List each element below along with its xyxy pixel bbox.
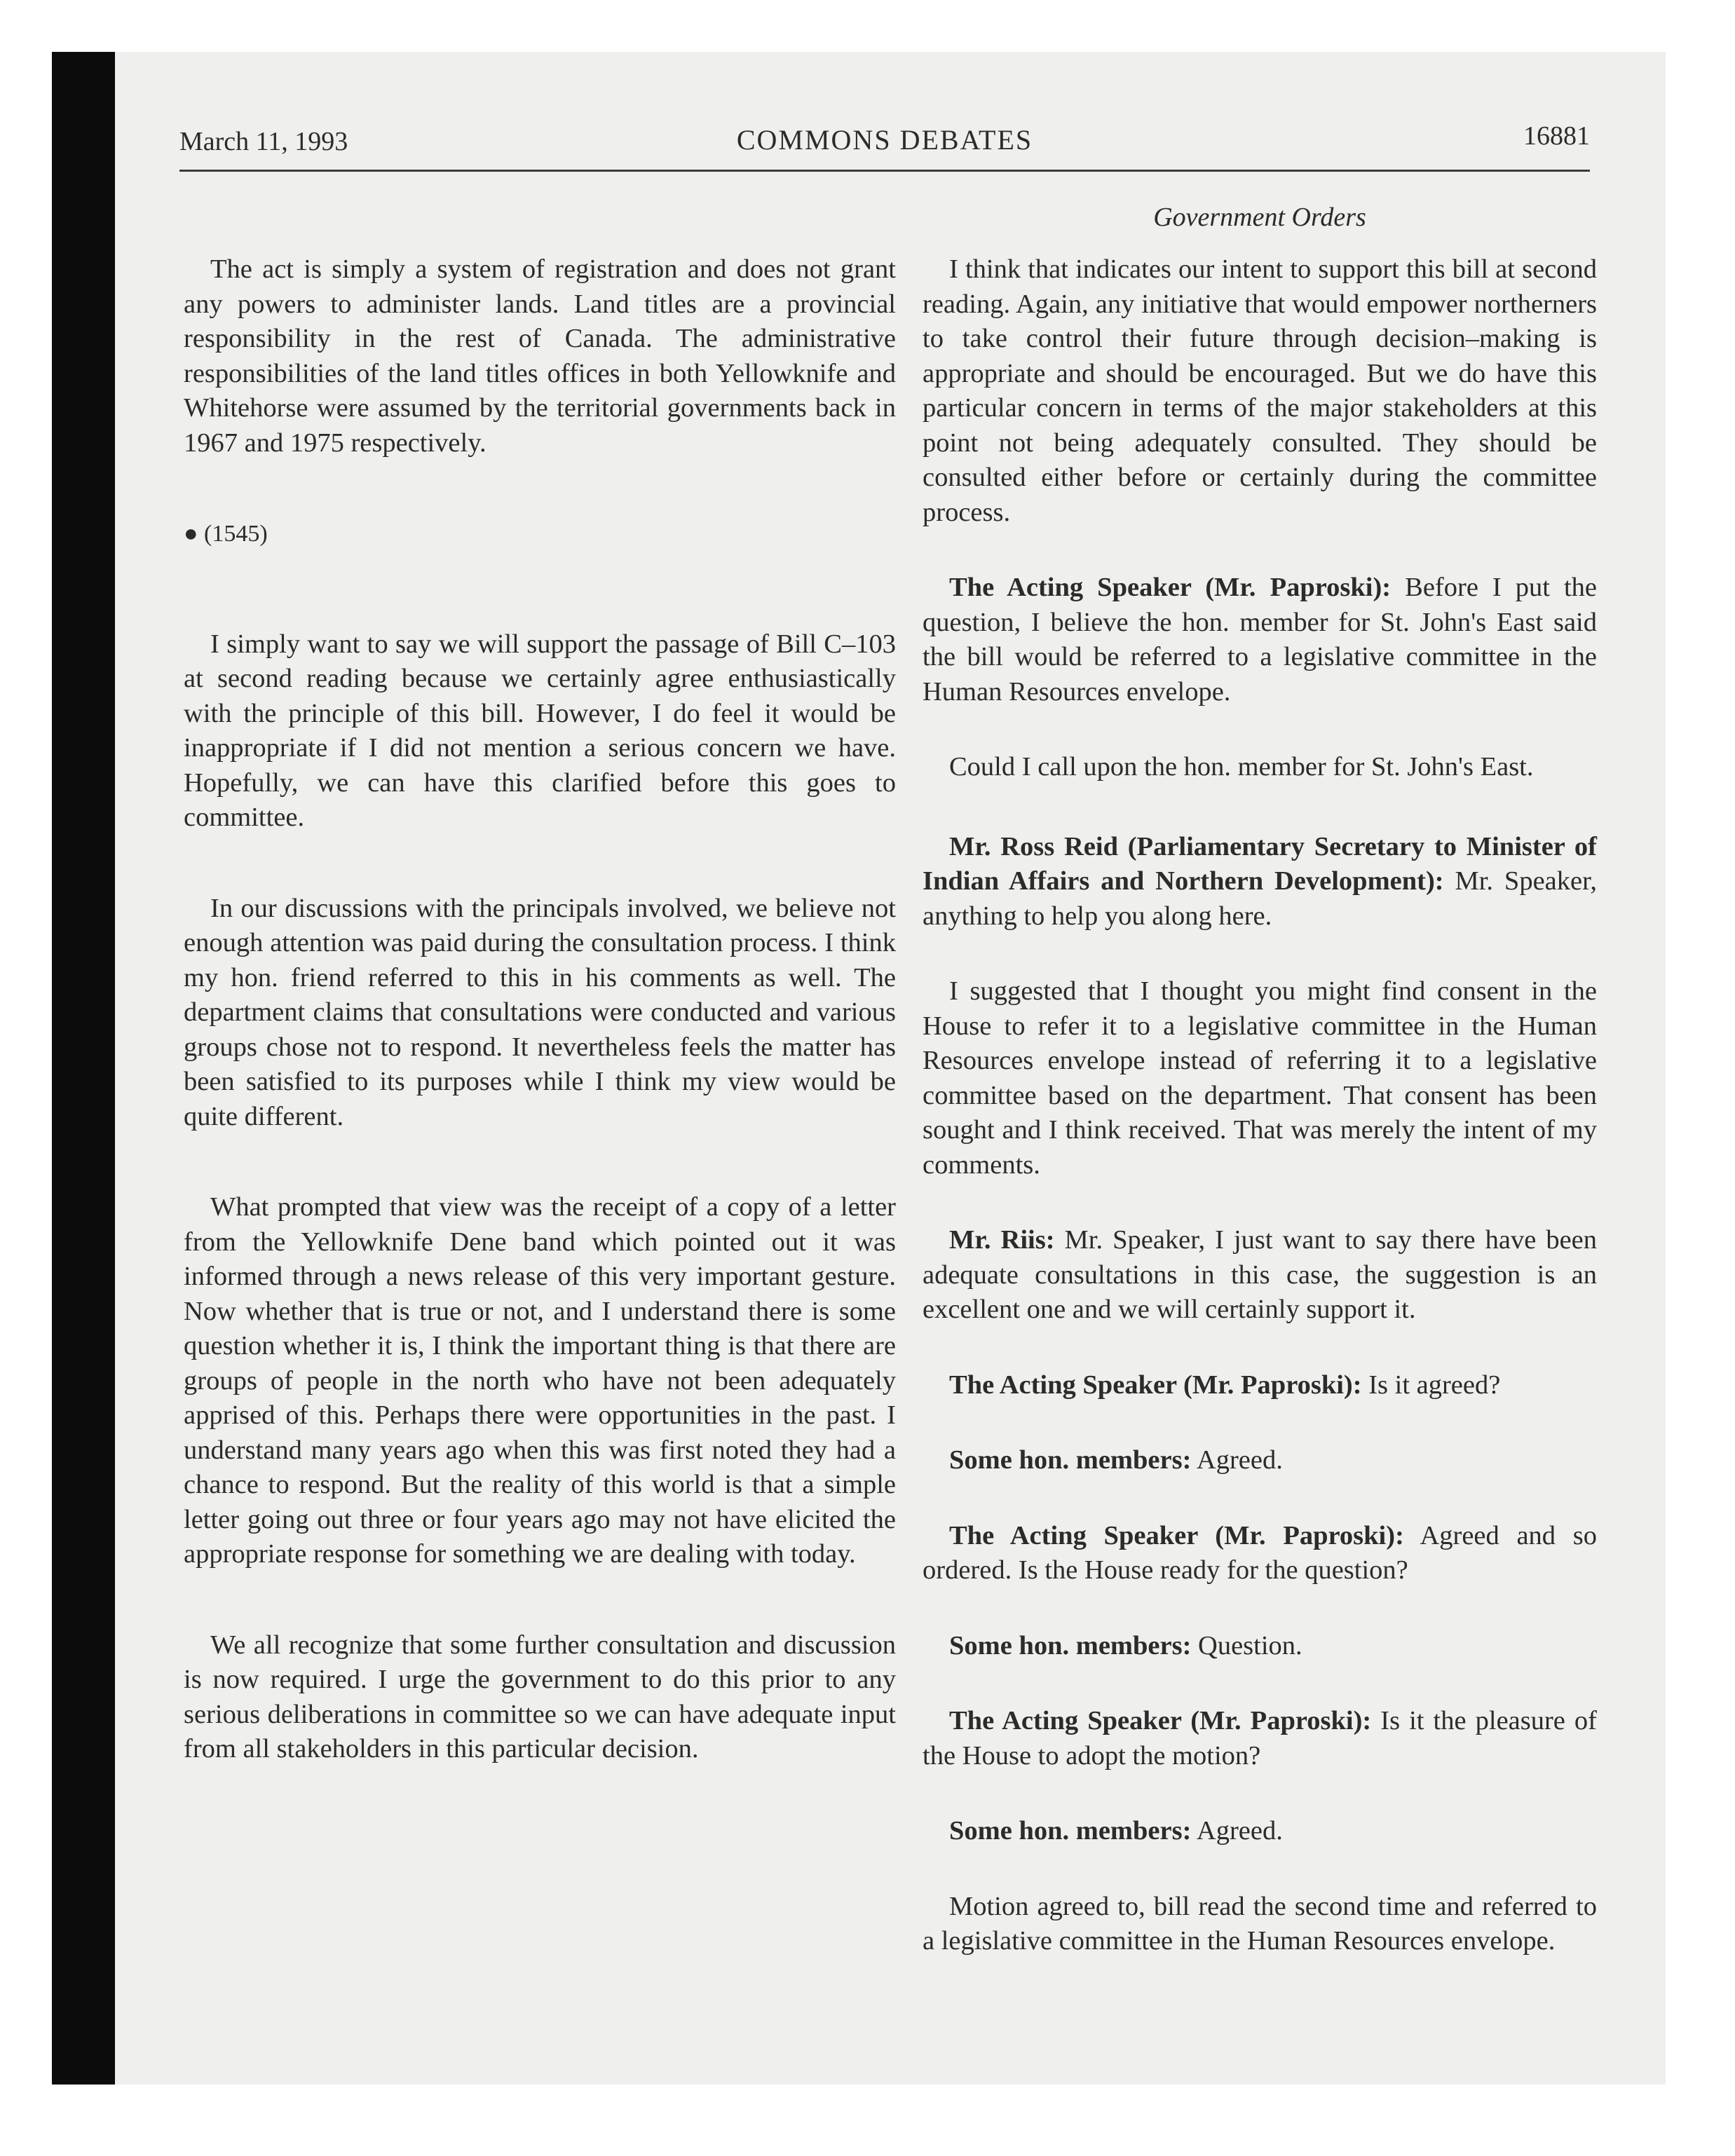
paragraph: I simply want to say we will support the passage of Bill C–103 at second reading because we certainly agree enthusiastically with the principle of this bill. However, I do feel it would be inappropriate if I did not mention a serious concern we have. Hopefully, we can have this clarified before this goes to committee. [184, 629, 896, 832]
speech-text: Agreed. [1191, 1816, 1283, 1845]
header-date: March 11, 1993 [179, 127, 348, 156]
speech [923, 1223, 1597, 1328]
speaker-name: Some hon. members: [949, 1445, 1192, 1475]
paragraph: Could I call upon the hon. member for St. John's East. [949, 752, 1534, 782]
page-number: 16881 [1523, 121, 1590, 151]
speech-text: Agreed and so ordered. Is the House ready for the question? [923, 1520, 1597, 1585]
speech-text: Is it the pleasure of the House to adopt the motion? [923, 1706, 1597, 1770]
paragraph: In our discussions with the principals involved, we believe not enough attention was paid during the consultation process. I think my hon. friend referred to this in his comments as well. The department claims that consultations were conducted and various groups chose not to respond. It nevertheless feels the matter has been satisfied to its purposes while I think my view would be quite different. [184, 893, 896, 1131]
speech [923, 1629, 1597, 1664]
speech [923, 830, 1597, 934]
page-header [179, 121, 1590, 170]
running-head: Government Orders [1153, 203, 1366, 232]
speaker-name: Some hon. members: [949, 1816, 1192, 1845]
speech [923, 571, 1597, 709]
speaker-name: Mr. Riis: [949, 1225, 1055, 1255]
right-column [923, 252, 1597, 2000]
left-column [184, 252, 896, 1808]
speech-text: Mr. Speaker, I just want to say there have been adequate consultations in this case, the suggestion is an excellent one and we will certainly support it. [923, 1225, 1597, 1324]
speech-text: Question. [1191, 1630, 1302, 1660]
speech [923, 1368, 1597, 1403]
speaker-name: The Acting Speaker (Mr. Paproski): [949, 1520, 1404, 1550]
paragraph: I think that indicates our intent to support this bill at second reading. Again, any initiative that would empower northerners to take control their future through decision–making is appropriate and should be encouraged. But we do have this particular concern in terms of the major stakeholders at this point not being adequately consulted. They should be consulted either before or certainly during the committee process. [923, 254, 1597, 527]
speaker-name: Some hon. members: [949, 1630, 1192, 1660]
paragraph: I suggested that I thought you might find consent in the House to refer it to a legislative committee in the Human Resources envelope instead of referring it to a legislative committee based on the department. That consent has been sought and I think received. That was merely the intent of my comments. [923, 976, 1597, 1180]
speaker-name: The Acting Speaker (Mr. Paproski): [949, 1706, 1372, 1735]
speech-text: Is it agreed? [1361, 1370, 1501, 1400]
header-rule [179, 170, 1590, 172]
speaker-name: The Acting Speaker (Mr. Paproski): [949, 1370, 1362, 1400]
speaker-name: The Acting Speaker (Mr. Paproski): [949, 573, 1392, 602]
paragraph: The act is simply a system of registration and does not grant any powers to administer lands. Land titles are a provincial responsibility in the rest of Canada. The administrative responsibilities of the land titles offices in both Yellowknife and Whitehorse were assumed by the territorial governments back in 1967 and 1975 respectively. [184, 254, 896, 458]
speech [923, 1519, 1597, 1588]
header-title: COMMONS DEBATES [736, 124, 1033, 156]
speaker-name: Mr. Ross Reid (Parliamentary Secretary to Minister of Indian Affairs and Northern Development): [923, 831, 1597, 896]
speech [923, 1704, 1597, 1773]
scan-border [52, 52, 115, 2085]
speech [923, 1814, 1597, 1849]
speech-text: Agreed. [1191, 1445, 1283, 1475]
paragraph: What prompted that view was the receipt of a copy of a letter from the Yellowknife Dene band which pointed out it was informed through a news release of this very important gesture. Now whether that is true or not, and I understand there is some question whether it is, I think the important thing is that there are groups of people in the north who have not been adequately apprised of this. Perhaps there were opportunities in the past. I understand many years ago when this was first noted they had a chance to respond. But the reality of this world is that a simple letter going out three or four years ago may not have elicited the appropriate response for something we are dealing with today. [184, 1192, 896, 1569]
paragraph: Motion agreed to, bill read the second time and referred to a legislative committee in the Human Resources envelope. [923, 1891, 1597, 1956]
paragraph: We all recognize that some further consultation and discussion is now required. I urge the government to do this prior to any serious deliberations in committee so we can have adequate input from all stakeholders in this particular decision. [184, 1630, 896, 1763]
speech-text: Mr. Speaker, anything to help you along here. [923, 866, 1597, 931]
time-marker: ● (1545) [184, 521, 268, 547]
speech [923, 1443, 1597, 1478]
speech-text: Before I put the question, I believe the hon. member for St. John's East said the bill would be referred to a legislative committee in the Human Resources envelope. [923, 573, 1597, 707]
